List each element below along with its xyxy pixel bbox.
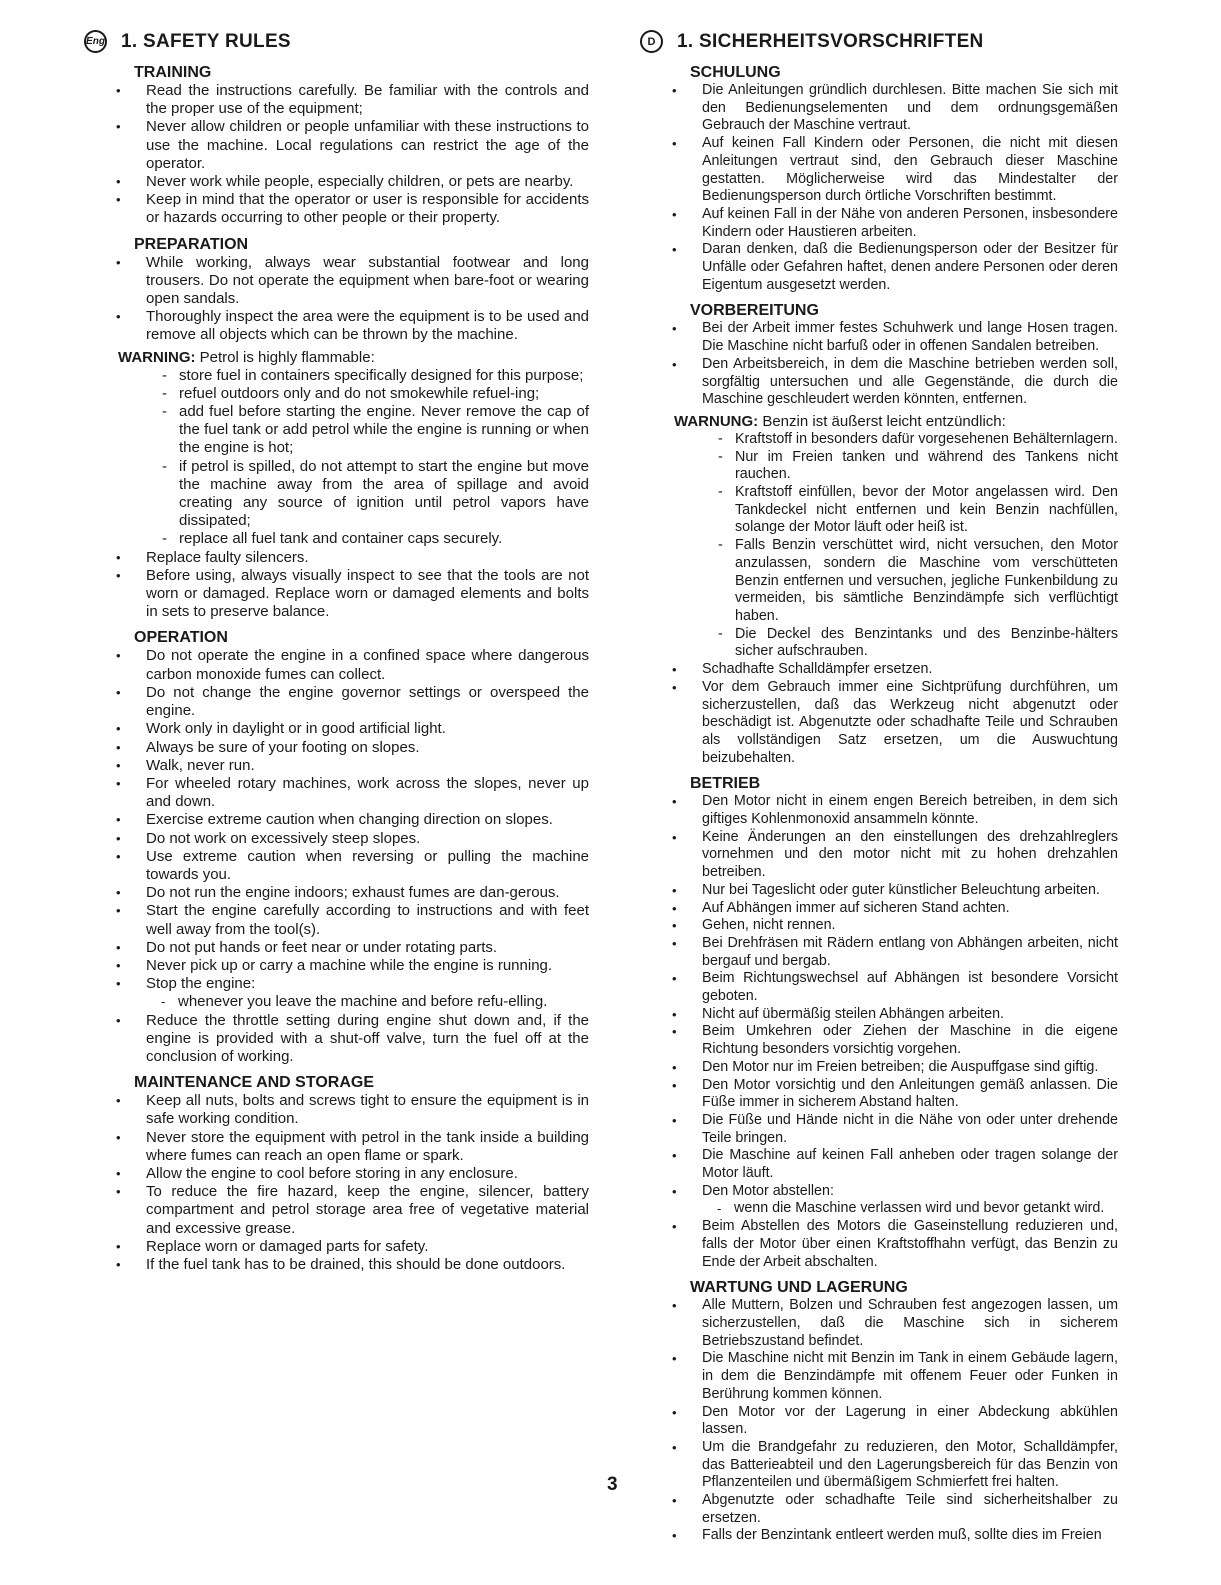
english-preparation-list-after — [84, 549, 589, 622]
list-item: • Alle Muttern, Bolzen und Schrauben fest angezogen lassen, um sicherzustellen, daß die Maschine sich in sicherem Betriebszustand befindet. — [702, 1297, 1118, 1350]
english-stop-sublist — [146, 993, 589, 1011]
warning-label: WARNING: — [118, 348, 196, 366]
list-item: • Nicht auf übermäßig steilen Abhängen arbeiten. — [702, 1006, 1118, 1024]
list-item: • Die Anleitungen gründlich durchlesen. Bitte machen Sie sich mit den Bedienungselementen und dem ordnungsgemäßen Gebrauch der Maschine vertraut. — [702, 82, 1118, 135]
language-badge-icon: Eng — [84, 30, 107, 53]
list-item: • Keep all nuts, bolts and screws tight to ensure the equipment is in safe working condition. — [146, 1092, 589, 1128]
german-training-list — [640, 82, 1118, 294]
list-item: • Before using, always visually inspect to see that the tools are not worn or damaged. Replace worn or damaged elements and bolts in sets to preserve balance. — [146, 567, 589, 622]
list-item: • Do not change the engine governor settings or overspeed the engine. — [146, 684, 589, 720]
list-item: • Keine Änderungen an den einstellungen des drehzahlreglers vornehmen und den motor nicht mit zu hohen drehzahlen betreiben. — [702, 829, 1118, 882]
list-item: • Den Motor vor der Lagerung in einer Abdeckung abkühlen lassen. — [702, 1404, 1118, 1439]
list-item: • Bei der Arbeit immer festes Schuhwerk und lange Hosen tragen. Die Maschine nicht barfuß oder in offenen Sandalen betreiben. — [702, 320, 1118, 355]
german-stop-sublist — [702, 1200, 1118, 1218]
list-item: - store fuel in containers specifically designed for this purpose; — [179, 367, 589, 385]
english-operation-list — [84, 647, 589, 1066]
list-item: • Replace faulty silencers. — [146, 549, 589, 567]
german-header — [640, 30, 1118, 53]
list-item: • Auf keinen Fall in der Nähe von anderen Personen, insbesondere Kindern oder Haustieren arbeiten. — [702, 206, 1118, 241]
list-item: • Work only in daylight or in good artificial light. — [146, 720, 589, 738]
list-item: • Die Maschine nicht mit Benzin im Tank in einem Gebäude lagern, in dem die Benzindämpfe mit offenem Feuer oder Funken in Berührung kommen können. — [702, 1350, 1118, 1403]
list-item: • Keep in mind that the operator or user is responsible for accidents or hazards occurring to other people or their property. — [146, 191, 589, 227]
list-item: • Den Arbeitsbereich, in dem die Maschine betrieben werden soll, sorgfältig untersuchen und alle Gegenstände, die durch die Maschine geschleudert werden könnten, entfernen. — [702, 356, 1118, 409]
english-maintenance-heading: MAINTENANCE AND STORAGE — [134, 1074, 375, 1092]
list-item: • Allow the engine to cool before storing in any enclosure. — [146, 1165, 589, 1183]
list-item: • Never store the equipment with petrol in the tank inside a building where fumes can reach an open flame or spark. — [146, 1129, 589, 1165]
list-item: • Daran denken, daß die Bedienungsperson oder der Besitzer für Unfälle oder Gefahren haftet, denen andere Personen oder deren Eigentum ausgesetzt werden. — [702, 241, 1118, 294]
english-training-list — [84, 82, 589, 228]
list-item: • For wheeled rotary machines, work across the slopes, never up and down. — [146, 775, 589, 811]
english-training-heading: TRAINING — [134, 64, 212, 81]
german-operation-list — [640, 793, 1118, 1271]
list-item: • Read the instructions carefully. Be familiar with the controls and the proper use of the equipment; — [146, 82, 589, 118]
german-warning — [674, 413, 1118, 431]
german-operation-heading: BETRIEB — [690, 775, 761, 793]
german-preparation-heading: VORBEREITUNG — [690, 302, 819, 320]
list-item: • Do not operate the engine in a confined space where dangerous carbon monoxide fumes can collect. — [146, 647, 589, 683]
english-preparation-heading: PREPARATION — [134, 235, 249, 253]
list-item: • Never allow children or people unfamiliar with these instructions to use the machine. Local regulations can restrict the age of the operator. — [146, 118, 589, 173]
list-item: - wenn die Maschine verlassen wird und bevor getankt wird. — [734, 1200, 1118, 1218]
list-item: • Schadhafte Schalldämpfer ersetzen. — [702, 661, 1118, 679]
list-item: • Vor dem Gebrauch immer eine Sichtprüfung durchführen, um sicherzustellen, daß das Werkzeug nicht abgenutzt oder beschädigt ist. Abgenutzte oder schadhafte Teile und Schrauben als vollständigen Satz ersetzen, um die Auswuchtung beizubehalten. — [702, 679, 1118, 768]
english-title: 1. SAFETY RULES — [121, 30, 291, 52]
list-item: • Den Motor nicht in einem engen Bereich betreiben, in dem sich giftiges Kohlenmonoxid ansammeln könnte. — [702, 793, 1118, 828]
list-item: • Do not work on excessively steep slopes. — [146, 830, 589, 848]
german-maintenance-heading: WARTUNG UND LAGERUNG — [690, 1279, 908, 1297]
list-item: • Nur bei Tageslicht oder guter künstlicher Beleuchtung arbeiten. — [702, 882, 1118, 900]
list-item: • Beim Richtungswechsel auf Abhängen ist besondere Vorsicht geboten. — [702, 970, 1118, 1005]
english-preparation-list — [84, 254, 589, 345]
list-item: • To reduce the fire hazard, keep the engine, silencer, battery compartment and petrol storage area free of vegetative material and excessive grease. — [146, 1183, 589, 1238]
language-badge-icon: D — [640, 30, 663, 53]
list-item: • Reduce the throttle setting during engine shut down and, if the engine is provided with a shut-off valve, turn the fuel off at the conclusion of working. — [146, 1012, 589, 1067]
list-item: - Kraftstoff in besonders dafür vorgesehenen Behälternlagern. — [735, 431, 1118, 449]
german-training-heading: SCHULUNG — [690, 64, 781, 81]
list-item: • Um die Brandgefahr zu reduzieren, den Motor, Schalldämpfer, das Batterieabteil und den Lagerungsbereich für das Benzin von Pflanzenteilen und übermäßigem Schmierfett frei halten. — [702, 1439, 1118, 1492]
english-column — [84, 30, 589, 1274]
list-item: - if petrol is spilled, do not attempt to start the engine but move the machine away from the area of spillage and avoid creating any source of ignition until petrol vapors have dissipated; — [179, 458, 589, 531]
list-item: - Kraftstoff einfüllen, bevor der Motor angelassen wird. Den Tankdeckel nicht entfernen und kein Benzin nachfüllen, solange der Motor läuft oder heiß ist. — [735, 484, 1118, 537]
german-maintenance-list — [640, 1297, 1118, 1545]
list-item: • Never work while people, especially children, or pets are nearby. — [146, 173, 589, 191]
german-title: 1. SICHERHEITSVORSCHRIFTEN — [677, 30, 984, 52]
list-item: • Use extreme caution when reversing or pulling the machine towards you. — [146, 848, 589, 884]
list-item: • Bei Drehfräsen mit Rädern entlang von Abhängen arbeiten, nicht bergauf und bergab. — [702, 935, 1118, 970]
list-item: • Den Motor nur im Freien betreiben; die Auspuffgase sind giftig. — [702, 1059, 1118, 1077]
list-item: - Falls Benzin verschüttet wird, nicht versuchen, den Motor anzulassen, sondern die Maschine vom verschütteten Benzin entfernen und versuchen, jegliche Funkenbildung zu vermeiden, bis sämtliche Benzindämpfe sich verflüchtigt haben. — [735, 537, 1118, 626]
list-item: • Den Motor vorsichtig und den Anleitungen gemäß anlassen. Die Füße immer in sicherem Abstand halten. — [702, 1077, 1118, 1112]
list-item: • Replace worn or damaged parts for safety. — [146, 1238, 589, 1256]
list-item: • If the fuel tank has to be drained, this should be done outdoors. — [146, 1256, 589, 1274]
english-warning-list — [84, 367, 589, 549]
german-preparation-list — [640, 320, 1118, 409]
list-item — [702, 1183, 1118, 1218]
list-item: • Abgenutzte oder schadhafte Teile sind sicherheitshalber zu ersetzen. — [702, 1492, 1118, 1527]
list-item: - whenever you leave the machine and before refu-elling. — [178, 993, 589, 1011]
list-item: - refuel outdoors only and do not smokewhile refuel-ing; — [179, 385, 589, 403]
list-item: • Die Füße und Hände nicht in die Nähe von oder unter drehende Teile bringen. — [702, 1112, 1118, 1147]
list-item: • Gehen, nicht rennen. — [702, 917, 1118, 935]
english-warning — [118, 349, 589, 367]
german-column — [640, 30, 1118, 1545]
german-preparation-list-after — [640, 661, 1118, 767]
list-item: • Auf Abhängen immer auf sicheren Stand achten. — [702, 900, 1118, 918]
list-item: - Nur im Freien tanken und während des Tankens nicht rauchen. — [735, 449, 1118, 484]
list-item: • Start the engine carefully according to instructions and with feet well away from the tool(s). — [146, 902, 589, 938]
page-number: 3 — [607, 1474, 618, 1495]
list-item: • Exercise extreme caution when changing direction on slopes. — [146, 811, 589, 829]
english-maintenance-list — [84, 1092, 589, 1274]
warning-text: Petrol is highly flammable: — [199, 348, 375, 366]
english-operation-heading: OPERATION — [134, 629, 228, 647]
german-warning-list — [640, 431, 1118, 661]
list-item — [146, 975, 589, 1011]
list-item: - add fuel before starting the engine. Never remove the cap of the fuel tank or add petrol while the engine is running or when the engine is hot; — [179, 403, 589, 458]
list-item: • Thoroughly inspect the area were the equipment is to be used and remove all objects which can be thrown by the machine. — [146, 308, 589, 344]
list-item: • Die Maschine auf keinen Fall anheben oder tragen solange der Motor läuft. — [702, 1147, 1118, 1182]
list-item: - Die Deckel des Benzintanks und des Benzinbe-hälters sicher aufschrauben. — [735, 626, 1118, 661]
list-item: • Do not run the engine indoors; exhaust fumes are dan-gerous. — [146, 884, 589, 902]
list-item: - replace all fuel tank and container caps securely. — [179, 530, 589, 548]
list-item: • Beim Abstellen des Motors die Gaseinstellung reduzieren und, falls der Motor über einen Kraftstoffhahn verfügt, das Benzin zu Ende der Arbeit abschalten. — [702, 1218, 1118, 1271]
list-item: • Falls der Benzintank entleert werden muß, sollte dies im Freien — [702, 1527, 1118, 1545]
list-item: • Always be sure of your footing on slopes. — [146, 739, 589, 757]
english-header — [84, 30, 589, 53]
list-item: • Do not put hands or feet near or under rotating parts. — [146, 939, 589, 957]
list-item-text: Stop the engine: — [146, 975, 256, 993]
warning-text: Benzin ist äußerst leicht entzündlich: — [762, 412, 1006, 430]
list-item-text: Den Motor abstellen: — [702, 1182, 834, 1199]
warning-label: WARNUNG: — [674, 412, 759, 430]
list-item: • Beim Umkehren oder Ziehen der Maschine in die eigene Richtung besonders vorsichtig vorgehen. — [702, 1023, 1118, 1058]
list-item: • Never pick up or carry a machine while the engine is running. — [146, 957, 589, 975]
list-item: • Auf keinen Fall Kindern oder Personen, die nicht mit diesen Anleitungen vertraut sind, den Gebrauch dieser Maschine gestatten. Möglicherweise wird das Mindestalter der Bedienungsperson durch örtliche Vorschriften bestimmt. — [702, 135, 1118, 206]
list-item: • Walk, never run. — [146, 757, 589, 775]
list-item: • While working, always wear substantial footwear and long trousers. Do not operate the equipment when bare-foot or wearing open sandals. — [146, 254, 589, 309]
